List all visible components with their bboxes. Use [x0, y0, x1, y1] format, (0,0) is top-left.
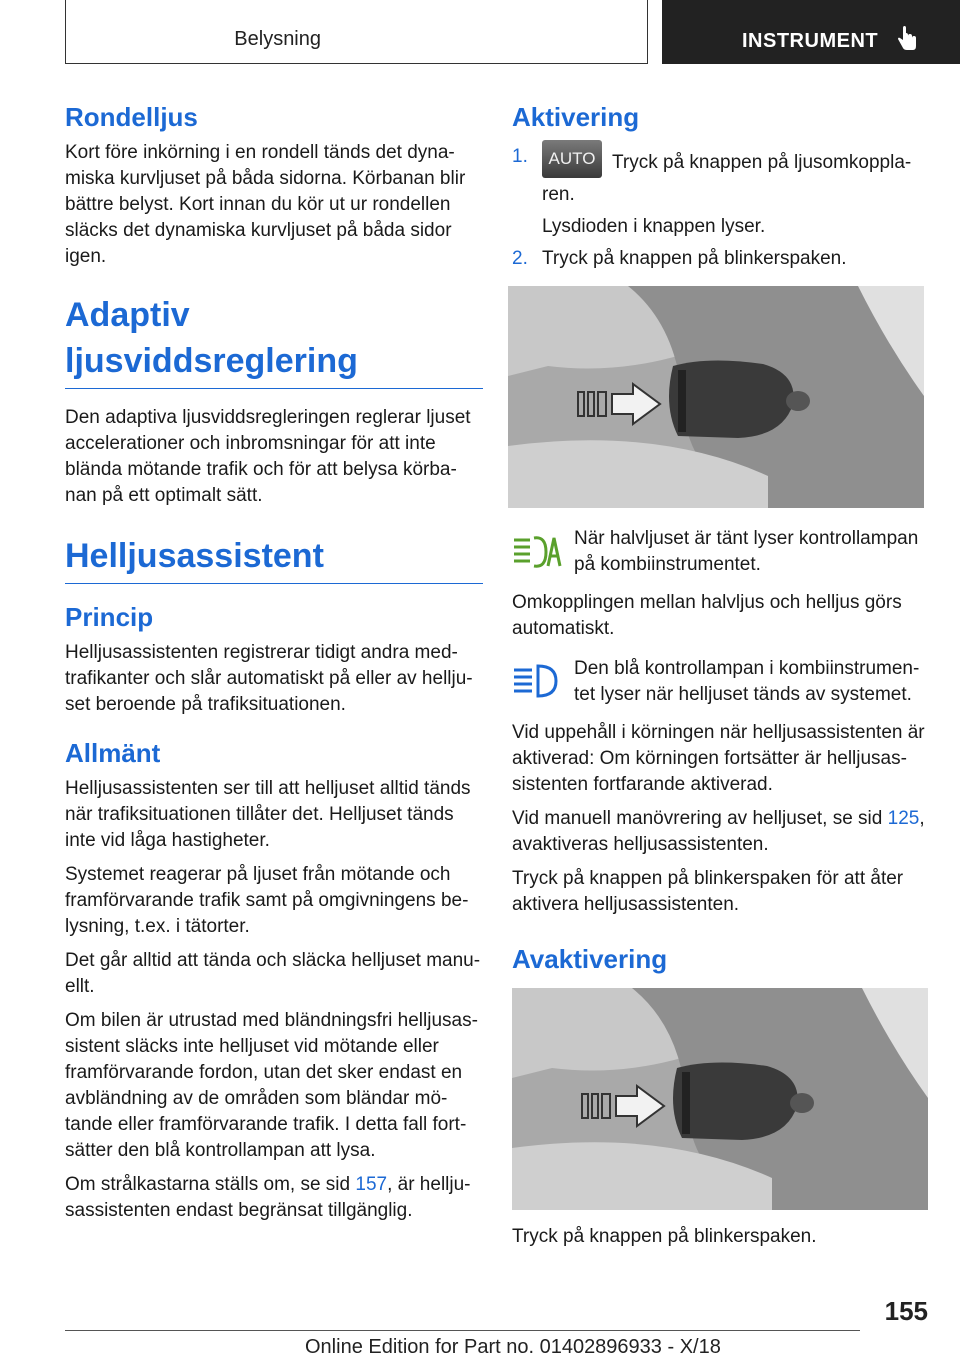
left-column: [65, 100, 483, 1232]
header-chapter-tab[interactable]: [662, 0, 960, 64]
header-section-title: Belysning: [234, 28, 321, 50]
low-beam-auto-indicator-icon: [512, 532, 562, 572]
right-column: [512, 100, 928, 1258]
allmant-paragraph-1: Helljusassistenten ser till att helljuset alltid tänds när trafiksituationen tillåter det. Helljuset tänds inte vid låga hastigheter.: [65, 778, 471, 851]
step-1-number: 1.: [512, 146, 528, 167]
lever-illustration-2: [512, 988, 928, 1210]
lever-illustration-1: [508, 286, 924, 508]
page-link-125[interactable]: 125: [887, 808, 920, 829]
note-halvljus-text: När halvljuset är tänt lyser kontrollampan på kombiinstrumentet.: [574, 528, 919, 575]
avaktivering-heading: Avaktivering: [512, 944, 668, 974]
allmant-paragraph-2: Systemet reagerar på ljuset från mötande och framförvarande trafik samt på omgivningens be-lysning, t.ex. i tätorter.: [65, 864, 469, 937]
step-2-number: 2.: [512, 248, 528, 269]
step-2: [512, 246, 928, 272]
note-helljus: [512, 656, 928, 708]
aktivering-heading: Aktivering: [512, 102, 640, 132]
footer-divider: [65, 1330, 860, 1331]
pointing-hand-icon: [896, 26, 918, 52]
rondelljus-heading: Rondelljus: [65, 102, 198, 132]
allmant-p5-post: , är hellju-sassistenten endast begränsat tillgänglig.: [65, 1174, 471, 1221]
page-link-157[interactable]: 157: [355, 1174, 388, 1195]
manuell-text: [512, 806, 928, 858]
photo-caption: Tryck på knappen på blinkerspaken.: [512, 1226, 817, 1247]
adaptiv-text: Den adaptiva ljusviddsregleringen reglerar ljuset accelerationer och inbromsningar för att inte blända mötande trafik och för att belysa körba-nan på ett optimalt sätt.: [65, 407, 471, 506]
allmant-p5-pre: Om strålkastarna ställs om, se sid: [65, 1174, 356, 1195]
note-helljus-text: Den blå kontrollampan i kombiinstrumen-tet lyser när helljuset tänds av systemet.: [574, 658, 920, 705]
allmant-paragraph-4: Om bilen är utrustad med bländningsfri helljusas-sistent släcks inte helljuset vid mötande eller framförvarande fordon, utan det sker endast en avbländning av de områden som bländar mö-tande eller framförvarande trafik. I detta fall fort-sätter den blå kontrollampan att lysa.: [65, 1010, 478, 1161]
adaptiv-heading: Adaptiv ljusviddsreglering: [65, 292, 483, 389]
note-halvljus: [512, 526, 928, 578]
footer-edition-text: Online Edition for Part no. 01402896933 - X/18: [305, 1336, 721, 1358]
turn-signal-lever-photo-2: [512, 988, 928, 1210]
rondelljus-text: Kort före inkörning i en rondell tänds det dyna-miska kurvljuset på båda sidorna. Körbanan blir bättre belyst. Kort innan du kör ut ur rondellen släcks det dynamiska kurvljuset på båda sidor igen.: [65, 142, 466, 267]
step-2-text: Tryck på knappen på blinkerspaken.: [542, 248, 847, 269]
high-beam-indicator-icon: [512, 662, 562, 702]
princip-heading: Princip: [65, 602, 154, 632]
step-1: [512, 144, 928, 240]
allmant-paragraph-5: [65, 1172, 483, 1224]
manuell-post: , avaktiveras helljusassistenten.: [512, 808, 925, 855]
helljusassistent-heading: Helljusassistent: [65, 533, 483, 584]
princip-text: Helljusassistenten registrerar tidigt andra med-trafikanter och slår automatiskt på eller av hellju-set beroende på trafiksituationen.: [65, 642, 473, 715]
step-1-text: Tryck på knappen på ljusomkoppla-ren.: [542, 152, 912, 205]
uppehall-text: Vid uppehåll i körningen när helljusassistenten är aktiverad: Om körningen fortsätter är helljusas-sistenten fortfarande aktiverad.: [512, 722, 925, 795]
auto-button-icon: AUTO: [542, 140, 602, 178]
allmant-paragraph-3: Det går alltid att tända och släcka helljuset manu-ellt.: [65, 950, 481, 997]
turn-signal-lever-photo-1: [508, 286, 924, 508]
header-chapter-title: INSTRUMENT: [742, 30, 879, 52]
allmant-heading: Allmänt: [65, 738, 161, 768]
page-number: 155: [884, 1296, 928, 1326]
tryck-text: Tryck på knappen på blinkerspaken för att åter aktivera helljusassistenten.: [512, 868, 904, 915]
manuell-pre: Vid manuell manövrering av helljuset, se sid: [512, 808, 888, 829]
step-1-sub: Lysdioden i knappen lyser.: [542, 216, 766, 237]
omkoppling-text: Omkopplingen mellan halvljus och helljus görs automatiskt.: [512, 592, 902, 639]
header-left-box: [65, 0, 648, 64]
